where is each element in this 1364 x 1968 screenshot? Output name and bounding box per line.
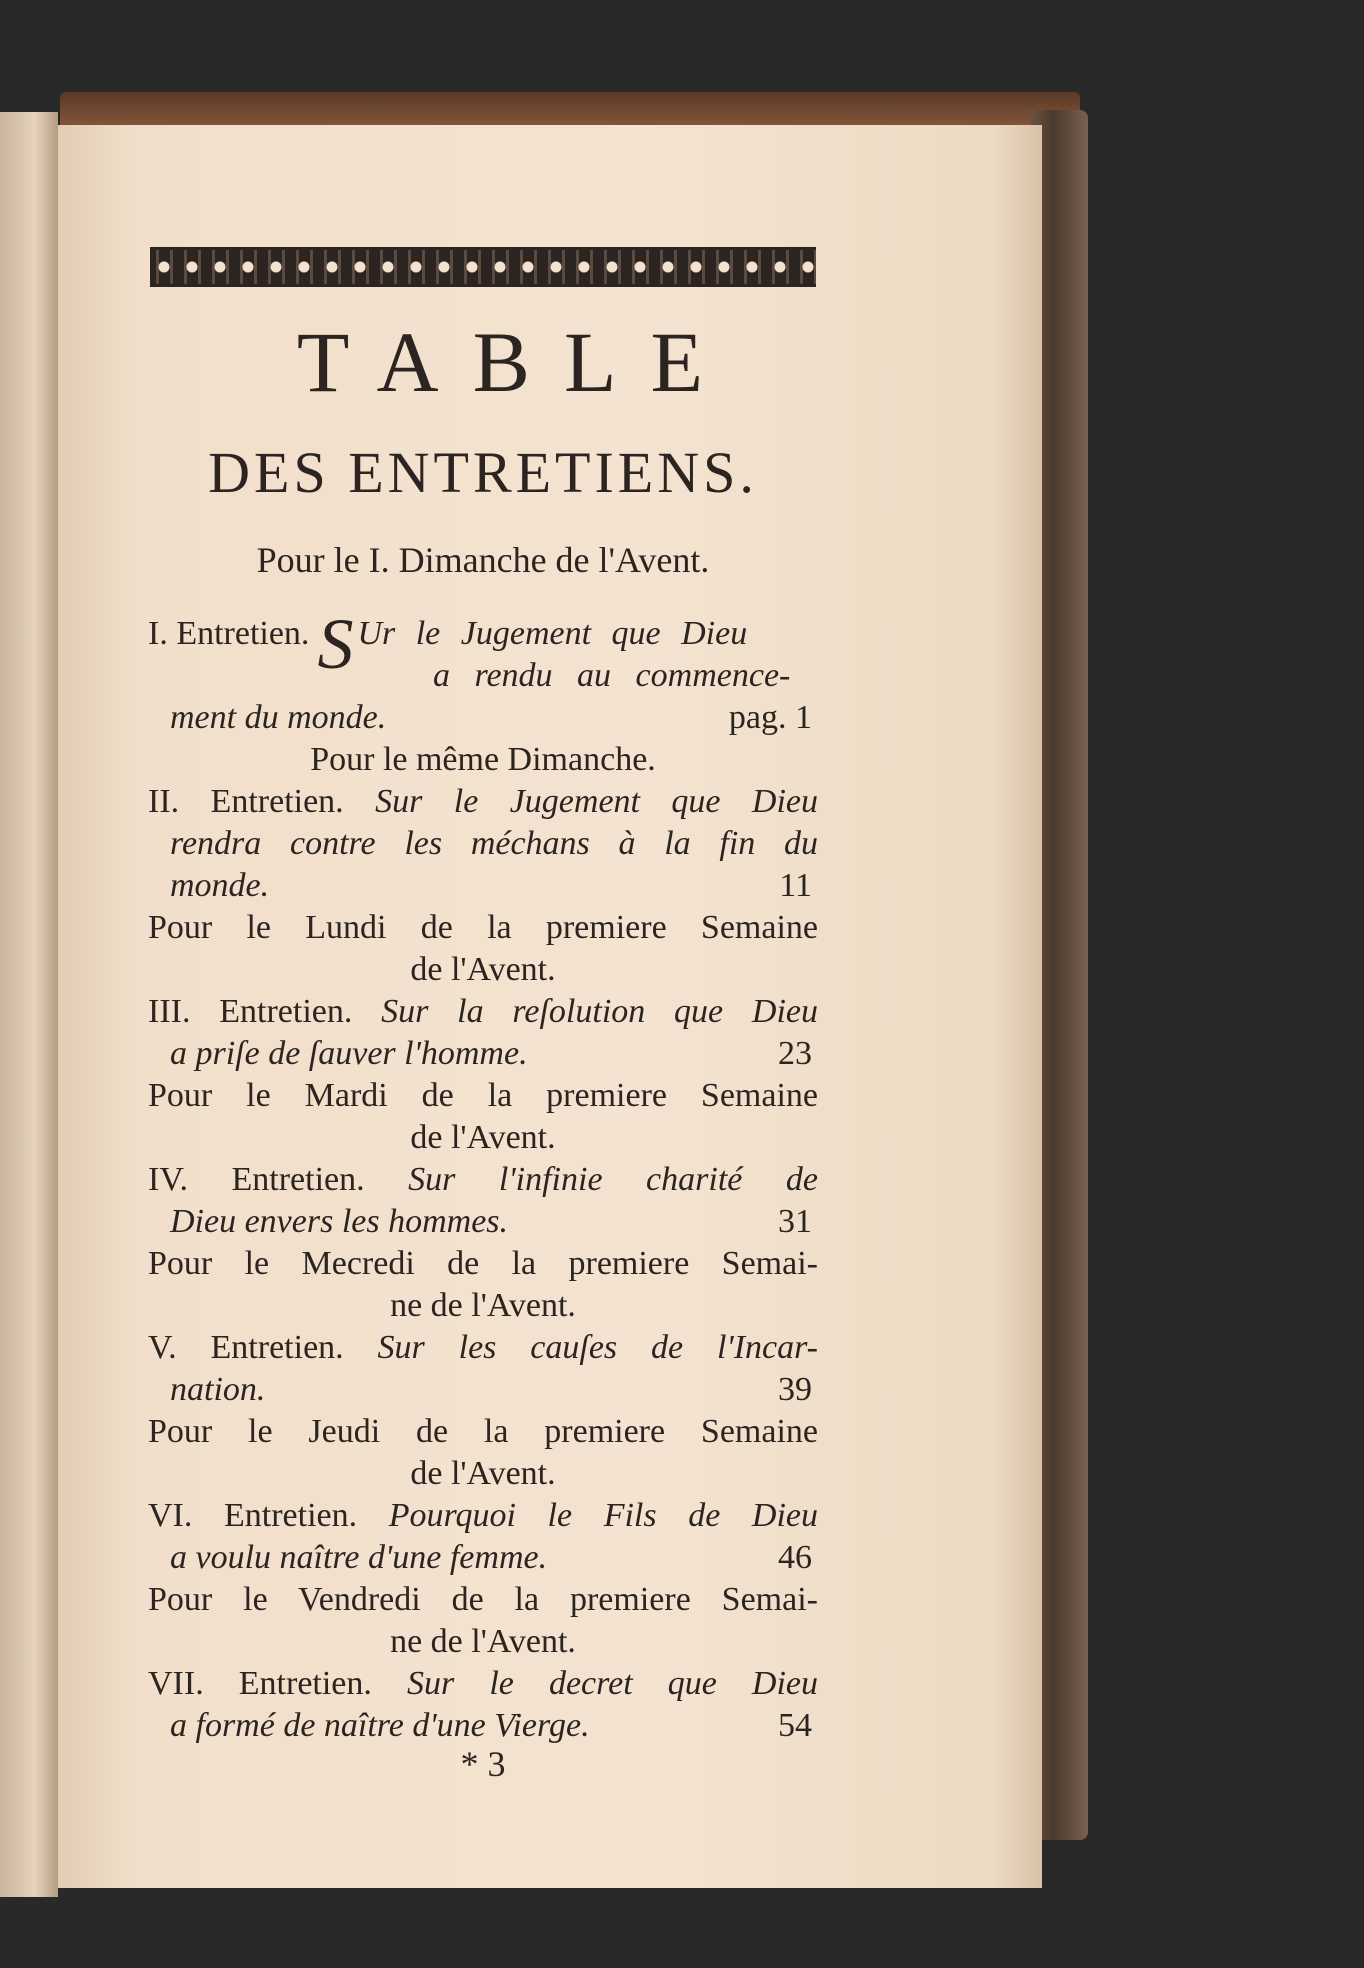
entry-title-line: a rendu au commence- xyxy=(433,657,791,694)
page-number: 54 xyxy=(778,1707,812,1744)
entry-line xyxy=(148,1495,818,1537)
entry-label: V. Entretien. xyxy=(148,1329,344,1366)
section-heading-line: Pour le même Dimanche. xyxy=(310,741,656,778)
entry-line xyxy=(148,781,818,823)
entry-title: a formé de naître d'une Vierge. xyxy=(170,1707,590,1744)
entry-title: Pourquoi le Fils de Dieu xyxy=(388,1497,818,1534)
signature-mark: * 3 xyxy=(460,1744,506,1784)
entry-title: ment du monde. xyxy=(170,699,387,736)
entry-title: Sur la reſolution que Dieu xyxy=(381,993,818,1030)
entry-title: a priſe de ſauver l'homme. xyxy=(170,1035,528,1072)
entry-label: I. Entretien. xyxy=(148,615,310,652)
page-number: 46 xyxy=(778,1539,812,1576)
entry-line-end xyxy=(148,1705,818,1747)
page-number: 23 xyxy=(778,1035,812,1072)
entry-line xyxy=(148,991,818,1033)
drop-cap: S xyxy=(317,604,354,684)
page-title: TABLE xyxy=(296,314,738,410)
section-heading-line: ne de l'Avent. xyxy=(390,1623,576,1660)
section-heading-line: de l'Avent. xyxy=(410,1119,556,1156)
section-heading-line: Pour le Mardi de la premiere Semaine xyxy=(148,1077,818,1114)
section-heading-line: Pour le Mecredi de la premiere Semai- xyxy=(148,1245,818,1282)
entry-line-end xyxy=(148,865,818,907)
entry-title: Sur le Jugement que Dieu xyxy=(375,783,818,820)
entry-line-end xyxy=(148,697,818,739)
entry-line xyxy=(148,1663,818,1705)
entry-label: II. Entretien. xyxy=(148,783,344,820)
entry-line-end xyxy=(148,1201,818,1243)
entry-title: Sur l'infinie charité de xyxy=(408,1161,818,1198)
entry-line-end xyxy=(148,1537,818,1579)
entry-title: a voulu naître d'une femme. xyxy=(170,1539,548,1576)
entry-label: VI. Entretien. xyxy=(148,1497,358,1534)
entry-line-end xyxy=(148,1369,818,1411)
page-number: 31 xyxy=(778,1203,812,1240)
entry-title: Ur le Jugement que Dieu xyxy=(357,615,748,652)
section-heading-line: ne de l'Avent. xyxy=(390,1287,576,1324)
page-number: 11 xyxy=(779,867,812,904)
entry-title: monde. xyxy=(170,867,270,904)
entry-label: VII. Entretien. xyxy=(148,1665,372,1702)
section-heading-line: Pour le Lundi de la premiere Semaine xyxy=(148,909,818,946)
page-number: pag. 1 xyxy=(728,699,812,736)
entry-line xyxy=(148,1327,818,1369)
section-heading-line: Pour le Jeudi de la premiere Semaine xyxy=(148,1413,818,1450)
facing-page-edge xyxy=(0,112,58,1897)
entry-title: Dieu envers les hommes. xyxy=(170,1203,509,1240)
section-heading-line: de l'Avent. xyxy=(410,1455,556,1492)
entry-title: nation. xyxy=(170,1371,266,1408)
entry-line-end xyxy=(148,1033,818,1075)
entry-label: III. Entretien. xyxy=(148,993,353,1030)
page-number: 39 xyxy=(778,1371,812,1408)
section-heading-line: Pour le Vendredi de la premiere Semai- xyxy=(148,1581,818,1618)
section-heading-line: de l'Avent. xyxy=(410,951,556,988)
section-heading: Pour le I. Dimanche de l'Avent. xyxy=(256,540,710,580)
entry-title: Sur les cauſes de l'Incar- xyxy=(377,1329,818,1366)
entry-title: Sur le decret que Dieu xyxy=(407,1665,818,1702)
entry-title-line: rendra contre les méchans à la fin du xyxy=(170,825,818,862)
entry-line xyxy=(148,1159,818,1201)
entry-label: IV. Entretien. xyxy=(148,1161,365,1198)
page-subtitle: DES ENTRETIENS. xyxy=(208,440,758,505)
table-of-contents xyxy=(148,604,818,1747)
decorative-headpiece xyxy=(150,247,816,287)
